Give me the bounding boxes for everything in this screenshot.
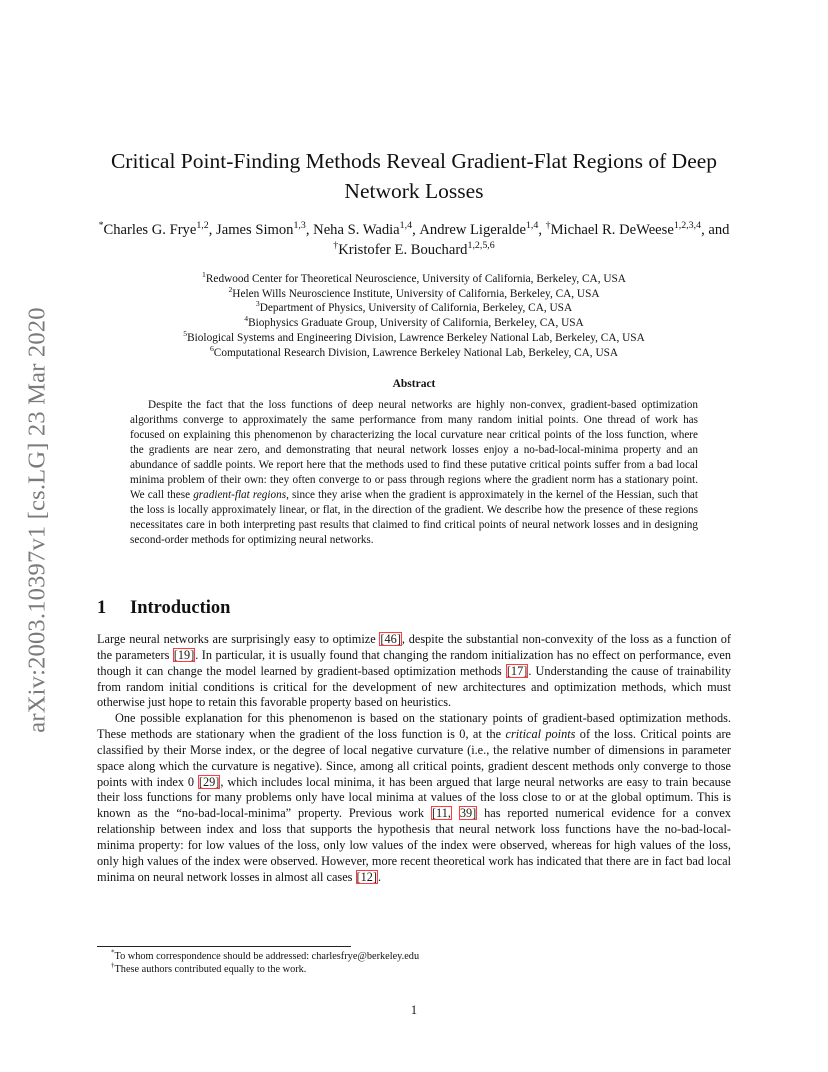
affiliation — [90, 343, 738, 361]
footnote-mark: † — [111, 961, 115, 970]
section-heading — [97, 598, 230, 619]
affiliation — [90, 331, 738, 346]
abstract-text: , since they arise when the gradient is approximately in the kernel of the Hessian, such that the loss is locally approximately linear, or flat, in the direction of the gradient. We describe how the presence of these regions necessitates care in both interpreting past results that claimed to find critical points of neural network losses and in designing second-order methods for optimizing neural networks. — [130, 489, 699, 546]
author-separator: , — [208, 222, 217, 238]
footnote-rule — [97, 946, 351, 947]
author-affiliation-numbers: 1,2 — [196, 220, 209, 232]
author-affiliation-numbers: 1,2,5,6 — [467, 240, 495, 252]
abstract-text: Despite the fact that the loss functions of deep neural networks are highly non-convex, gradient-based optimization algorithms converge to approximately the same performance from many random initial points. One thread of work has focused on explaining this phenomenon by characterizing the local curvature near critical points of the loss function, where the gradients are near zero, and demonstrating that neural network losses enjoy a no-bad-local-minima property and an abundance of saddle points. We report here that the methods used to find these putative critical points suffer from a bad local minima problem of their own: they often converge to or pass through regions where the gradient norm has a stationary point. We call these — [130, 399, 698, 501]
author-affiliation-numbers: 1,2,3,4 — [673, 220, 702, 232]
author — [546, 222, 730, 238]
abstract-body — [130, 398, 698, 548]
affiliation-number: 2 — [228, 284, 233, 294]
author-separator: , — [305, 222, 314, 238]
section-title: Introduction — [130, 598, 231, 618]
abstract-heading: Abstract — [392, 378, 436, 390]
author-name: Kristofer E. Bouchard — [338, 242, 468, 258]
footnote — [97, 950, 731, 963]
section-number: 1 — [97, 598, 107, 618]
affiliation-list — [90, 272, 738, 360]
arxiv-identifier-text: arXiv:2003.10397v1 [cs.LG] 23 Mar 2020 — [24, 307, 51, 733]
author — [333, 242, 494, 258]
paragraph-text: One possible explanation for this phenomenon is based on the stationary points of gradient-based optimization methods. These methods are stationary when the gradient of the loss function is 0, at the — [97, 711, 731, 742]
author-name: Charles G. Frye — [103, 222, 197, 238]
paragraph-text: . — [378, 869, 382, 884]
paragraph-emphasis: critical points — [505, 727, 576, 742]
footnote-text: These authors contributed equally to the work. — [114, 964, 307, 975]
introduction-body — [97, 632, 731, 886]
affiliation-text: Department of Physics, University of California, Berkeley, CA, USA — [259, 302, 573, 315]
paragraph-text: , which includes local minima, it has been argued that large neural networks are easy to train because their loss functions for many problems only have local minima at values of the loss close to or at the global optimum. This is known as the “no-bad-local-minima” property. Previous work — [97, 774, 731, 821]
footnotes — [97, 950, 731, 976]
footnote — [97, 963, 731, 976]
paragraph — [97, 632, 731, 711]
author — [419, 222, 545, 238]
footnote-mark: * — [111, 948, 115, 957]
author-mark: † — [545, 220, 551, 232]
author-name: Neha S. Wadia — [313, 222, 400, 238]
paper-title: Critical Point-Finding Methods Reveal Gradient-Flat Regions of Deep Network Losses — [110, 149, 718, 203]
page-number: 1 — [410, 1003, 418, 1017]
citation-link[interactable]: 39] — [459, 806, 477, 821]
author — [216, 222, 313, 238]
affiliation — [90, 284, 738, 302]
affiliation-text: Helen Wills Neuroscience Institute, University of California, Berkeley, CA, USA — [232, 287, 600, 300]
paragraph-text: , despite the substantial non-convexity of the loss as a function of the parameters — [97, 632, 731, 662]
paragraph — [97, 711, 731, 885]
author-separator: , and — [701, 222, 730, 238]
affiliation — [90, 301, 738, 316]
arxiv-identifier — [20, 280, 56, 760]
author-mark: * — [98, 220, 104, 232]
citation-link[interactable]: [12] — [356, 869, 378, 884]
citation-link[interactable]: [46] — [380, 632, 401, 646]
footnote-text: To whom correspondence should be addressed: charlesfrye@berkeley.edu — [114, 951, 420, 962]
paragraph-text: of the loss. Critical points are classified by their Morse index, or the degree of local negative curvature (i.e., the relative number of dimensions in parameter space along which the curvature is negative). Since, among all critical points, gradient descent methods only converge to those points with index 0 — [97, 727, 731, 789]
affiliation-number: 6 — [209, 343, 214, 353]
affiliation-text: Computational Research Division, Lawrence Berkeley National Lab, Berkeley, CA, USA — [213, 346, 619, 359]
citation-link[interactable]: [19] — [173, 647, 195, 662]
abstract-emphasis: gradient-flat regions — [193, 489, 287, 501]
author — [99, 222, 216, 238]
paragraph-text: . Understanding the cause of trainability from random initial conditions is critical for the development of new architectures and optimization methods, which must otherwise just hope to retain this favorable property based on heuristics. — [97, 663, 732, 710]
affiliation-text: Biological Systems and Engineering Division, Lawrence Berkeley National Lab, Berkeley, CA, USA — [187, 331, 645, 344]
affiliation — [90, 316, 738, 331]
affiliation-number: 4 — [244, 314, 249, 324]
author — [313, 222, 419, 238]
paragraph-text: has reported numerical evidence for a convex relationship between index and loss that supports the hypothesis that neural network loss functions have the no-bad-local-minima property: for low values of the loss, only low values of the index were observed, whereas for high values of the loss, only high values of the index were observed. However, more recent theoretical work has indicated that there are in fact bad local minima on neural network losses in almost all cases — [97, 806, 731, 884]
paragraph-text: . In particular, it is usually found that changing the random initialization has no effect on performance, even though it can change the model learned by gradient-based optimization methods — [97, 647, 731, 678]
author-name: Michael R. DeWeese — [550, 222, 674, 238]
author-affiliation-numbers: 1,4 — [399, 220, 413, 232]
affiliation-text: Redwood Center for Theoretical Neuroscience, University of California, Berkeley, CA, USA — [205, 273, 626, 285]
author-name: James Simon — [216, 222, 294, 238]
author-name: Andrew Ligeralde — [419, 222, 526, 238]
author-mark: † — [333, 240, 339, 252]
affiliation — [90, 272, 738, 287]
affiliation-number: 5 — [183, 329, 188, 339]
author-separator: , — [538, 222, 546, 238]
citation-link[interactable]: [17] — [506, 663, 528, 678]
citation-link[interactable]: [29] — [198, 774, 220, 789]
author-affiliation-numbers: 1,3 — [293, 220, 306, 232]
affiliation-number: 1 — [202, 270, 206, 280]
paragraph-text: Large neural networks are surprisingly easy to optimize — [97, 632, 380, 646]
citation-link[interactable]: [11, — [431, 806, 451, 821]
author-affiliation-numbers: 1,4 — [525, 220, 539, 232]
affiliation-text: Biophysics Graduate Group, University of California, Berkeley, CA, USA — [248, 317, 584, 330]
author-list — [90, 220, 738, 260]
author-separator: , — [412, 222, 420, 238]
affiliation-number: 3 — [255, 299, 260, 309]
